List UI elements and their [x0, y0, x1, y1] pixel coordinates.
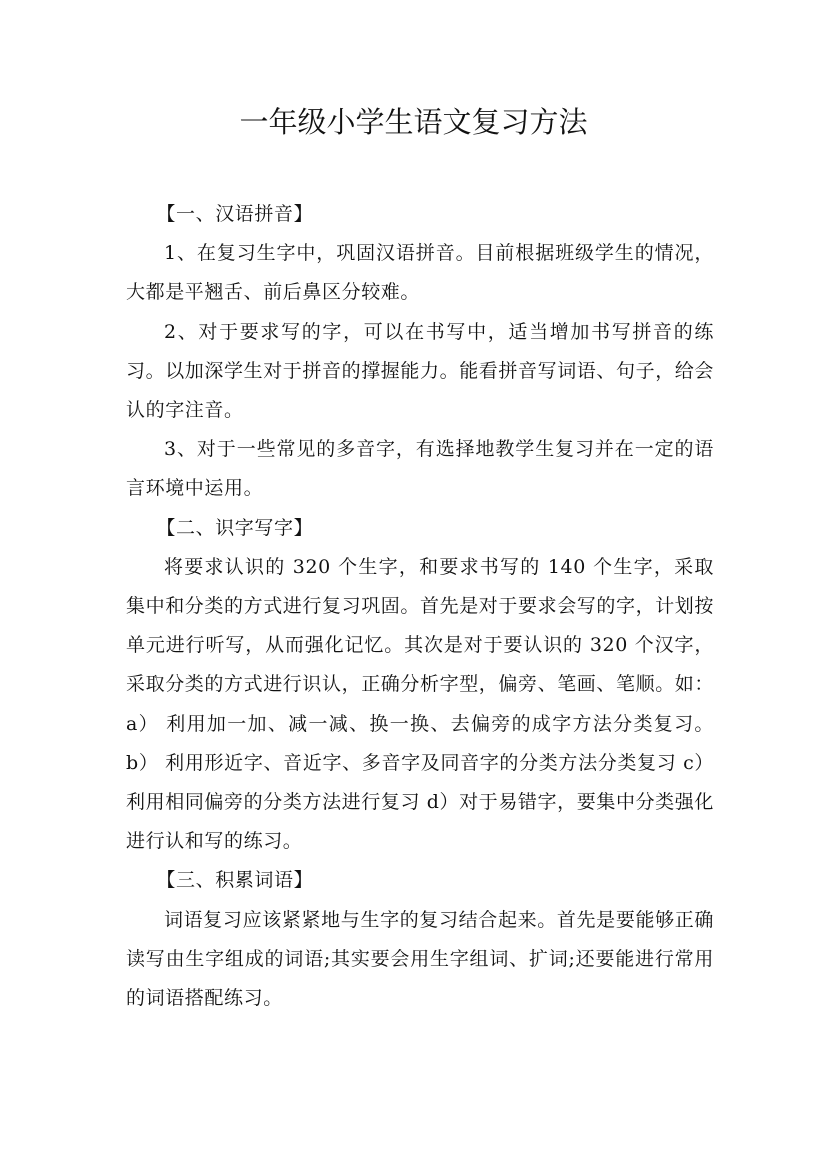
section-heading-pinyin: 【一、汉语拼音】 [156, 203, 314, 225]
paragraph-pinyin-3: 3、对于一些常见的多音字，有选择地教学生复习并在一定的语言环境中运用。 [126, 438, 714, 500]
paragraph-vocabulary-1: 词语复习应该紧紧地与生字的复习结合起来。首先是要能够正确读写由生字组成的词语;其实要会用生字组词、扩词;还要能进行常用的词语搭配练习。 [126, 908, 714, 1010]
document-body [126, 195, 714, 1018]
document-title: 一年级小学生语文复习方法 [239, 105, 588, 139]
section-heading-vocabulary: 【三、积累词语】 [156, 869, 314, 892]
paragraph-pinyin-1: 1、在复习生字中，巩固汉语拼音。目前根据班级学生的情况，大都是平翘舌、前后鼻区分较难。 [126, 242, 714, 304]
paragraph-characters-1: 将要求认识的 320 个生字，和要求书写的 140 个生字，采取集中和分类的方式进行复习巩固。首先是对于要求会写的字，计划按单元进行听写，从而强化记忆。其次是对于要认识的 320 个汉字，采取分类的方式进行识认，正确分析字型，偏旁、笔画、笔顺。如：a） 利用加一加、减一减、换一换、去偏旁的成字方法分类复习。b） 利用形近字、音近字、多音字及同音字的分类方法分类复习 c）利用相同偏旁的分类方法进行复习 d）对于易错字，要集中分类强化进行认和写的练习。 [126, 555, 715, 853]
paragraph-pinyin-2: 2、对于要求写的字，可以在书写中，适当增加书写拼音的练习。以加深学生对于拼音的撑握能力。能看拼音写词语、句子，给会认的字注音。 [126, 320, 715, 422]
section-heading-characters: 【二、识字写字】 [156, 516, 314, 539]
